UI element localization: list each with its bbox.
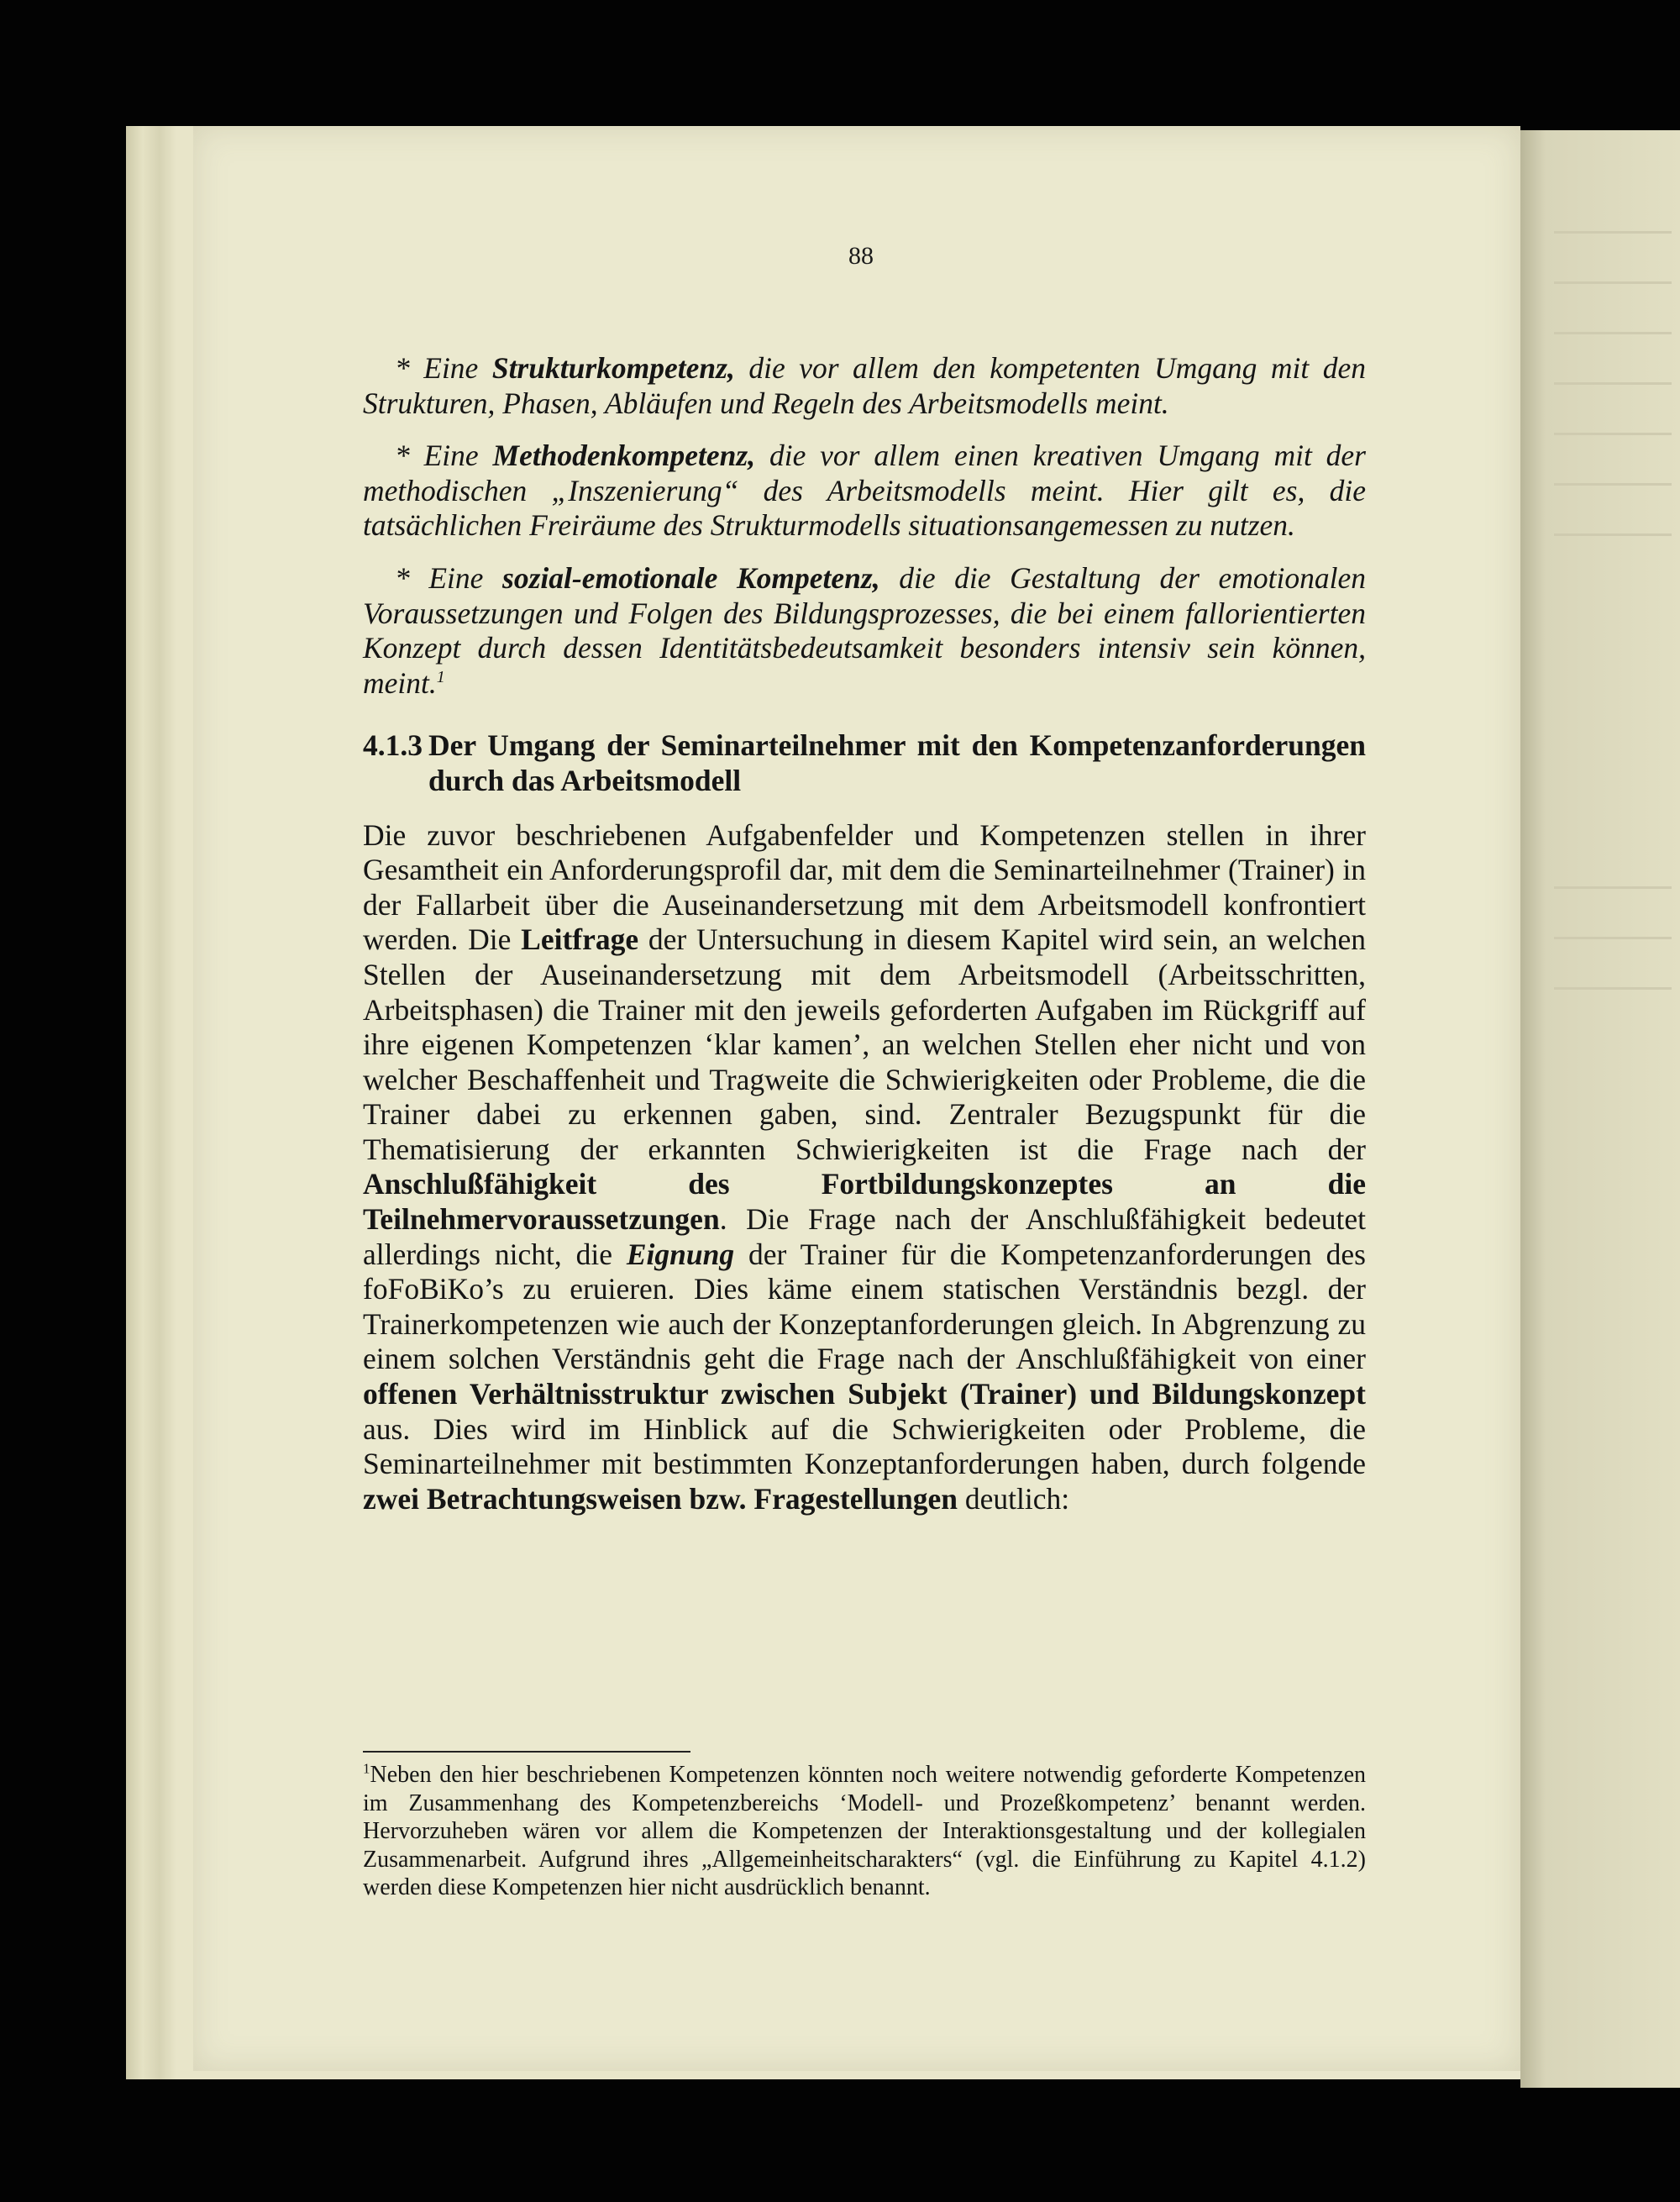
body-text: deutlich: — [957, 1481, 1070, 1516]
section-title: Der Umgang der Seminarteilnehmer mit den Kompetenzanforderungen durch das Arbeitsmodell — [428, 728, 1366, 797]
footnote-divider — [363, 1751, 690, 1753]
section-number: 4.1.3 — [363, 728, 423, 763]
bullet-term: sozial-emotionale Kompetenz, — [502, 560, 880, 595]
body-text: Die zuvor beschriebenen Aufgabenfelder und Kompetenzen stellen in ihrer Gesamtheit ein Anforderungsprofil dar, mit dem die Seminarteilnehmer (Trainer) in der Fallarbeit über die Auseinandersetzung mit dem Arbeitsmodell konfrontiert werden. Die — [363, 817, 1366, 957]
footnote — [363, 1761, 1366, 1902]
emphasis-anschlussfaehigkeit: Anschlußfähigkeit des Fortbildungskonzeptes an die Teilnehmervoraussetzungen — [363, 1167, 1366, 1237]
emphasis-verhaeltnisstruktur: offenen Verhältnisstruktur zwischen Subjekt (Trainer) und Bildungskonzept — [363, 1377, 1366, 1411]
bullet-sozial-emotionale-kompetenz — [363, 561, 1366, 701]
bullet-prefix: * Eine — [395, 351, 492, 385]
bullet-prefix: * Eine — [395, 439, 493, 473]
footnote-mark: 1 — [363, 1760, 370, 1777]
emphasis-betrachtungsweisen: zwei Betrachtungsweisen bzw. Fragestellungen — [363, 1481, 958, 1516]
footnote-text: Neben den hier beschriebenen Kompetenzen könnten noch weitere notwendig geforderte Kompetenzen im Zusammenhang des Kompetenzbereichs ‘Modell- und Prozeßkompetenz’ benannt werden. Hervorzuheben wären vor allem die Kompetenzen der Interaktionsgestaltung und der kollegialen Zusammenarbeit. Aufgrund ihres „Allgemeinheitscharakters“ (vgl. die Einführung zu Kapitel 4.1.2) werden diese Kompetenzen hier nicht ausdrücklich benannt. — [363, 1762, 1366, 1900]
emphasis-leitfrage: Leitfrage — [521, 922, 639, 957]
bullet-text: die vor allem den kompetenten Umgang mit den Strukturen, Phasen, Abläufen und Regeln des Arbeitsmodells meint. — [363, 351, 1366, 420]
body-text: aus. Dies wird im Hinblick auf die Schwierigkeiten oder Probleme, die Seminarteilnehmer mit bestimmten Konzeptanforderungen haben, durch folgende — [363, 1411, 1366, 1481]
bullet-text: die vor allem einen kreativen Umgang mit der methodischen „Inszenierung“ des Arbeitsmodells meint. Hier gilt es, die tatsächlichen Freiräume des Strukturmodells situationsangemessen zu nutzen. — [363, 439, 1366, 543]
bullet-prefix: * Eine — [395, 560, 503, 595]
body-paragraph — [363, 818, 1366, 1517]
page-number: 88 — [848, 242, 874, 270]
body-text: . Die Frage nach der Anschlußfähigkeit bedeutet allerdings nicht, die — [363, 1202, 1366, 1271]
body-text: der Untersuchung in diesem Kapitel wird sein, an welchen Stellen der Auseinandersetzung mit dem Arbeitsmodell (Arbeitsschritten, Arbeitsphasen) die Trainer mit den jeweils geforderten Aufgaben im Rückgriff auf ihre eigenen Kompetenzen ‘klar kamen’, an welchen Stellen eher nicht und von welcher Beschaffenheit und Tragweite die Schwierigkeiten oder Probleme, die die Trainer dabei zu erkennen gaben, sind. Zentraler Bezugspunkt für die Thematisierung der erkannten Schwierigkeiten ist die Frage nach der — [363, 922, 1367, 1166]
bullet-methodenkompetenz — [363, 439, 1366, 544]
bullet-term: Methodenkompetenz, — [492, 439, 756, 473]
bullet-term: Strukturkompetenz, — [491, 351, 735, 385]
page-content — [363, 351, 1366, 1516]
bullet-text: die die Gestaltung der emotionalen Voraussetzungen und Folgen des Bildungsprozesses, die bei einem fallorientierten Konzept durch dessen Identitätsbedeutsamkeit besonders intensiv sein können, meint. — [363, 560, 1366, 700]
bullet-strukturkompetenz — [363, 351, 1366, 421]
footnote-reference[interactable]: 1 — [436, 667, 445, 686]
body-text: der Trainer für die Kompetenzanforderungen des foFoBiKo’s zu eruieren. Dies käme einem statischen Verständnis bezgl. der Trainerkompetenzen wie auch der Konzeptanforderungen gleich. In Abgrenzung zu einem solchen Verständnis geht die Frage nach der Anschlußfähigkeit von einer — [363, 1237, 1366, 1376]
emphasis-eignung: Eignung — [626, 1237, 735, 1271]
facing-page-edge — [1520, 130, 1680, 2088]
section-heading — [363, 728, 1366, 798]
